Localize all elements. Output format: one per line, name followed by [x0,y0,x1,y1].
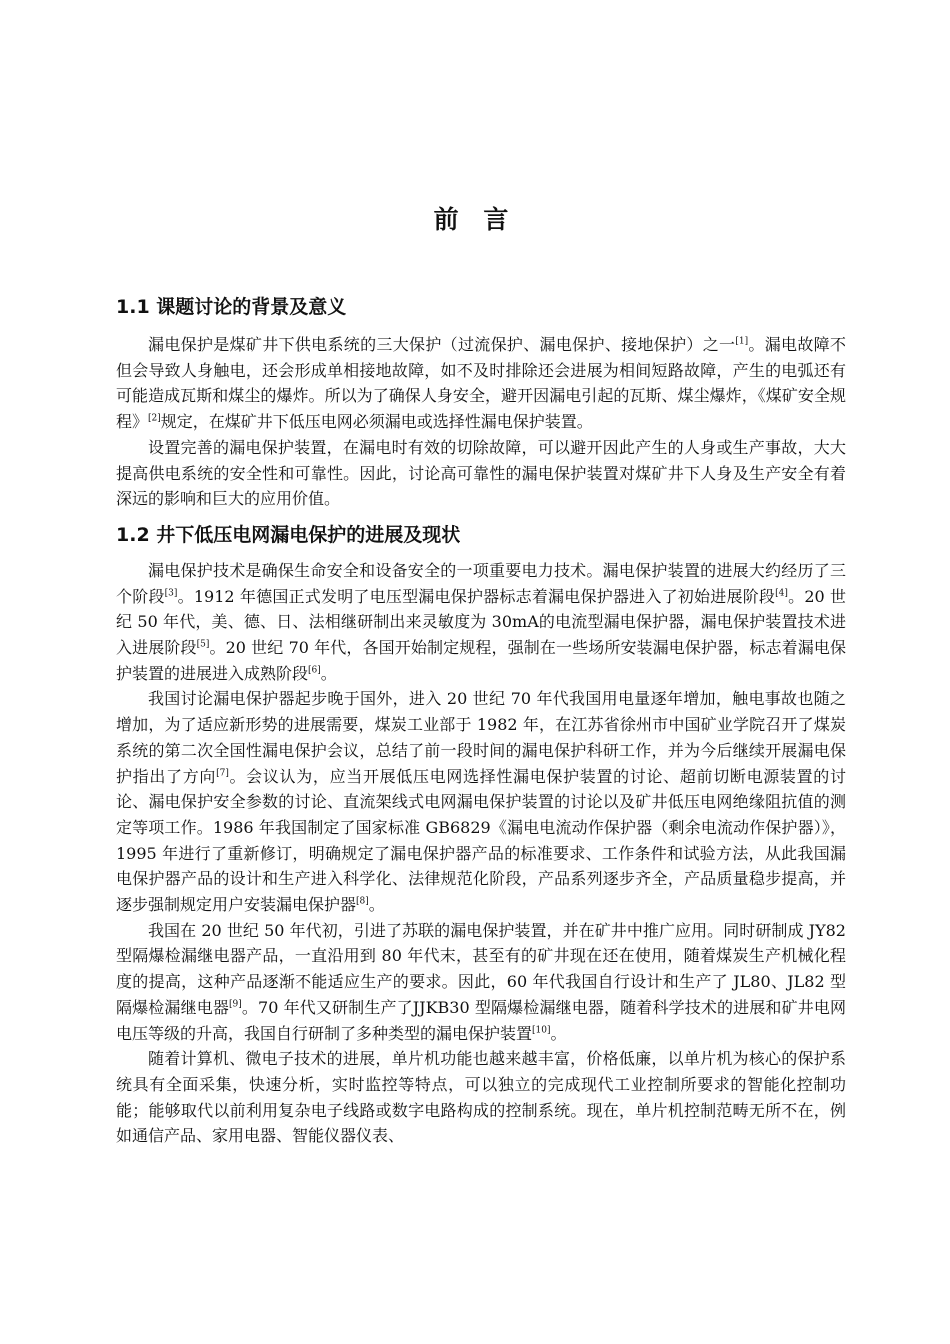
citation-marker: [8] [356,896,369,907]
paragraph: 随着计算机、微电子技术的进展，单片机功能也越来越丰富，价格低廉，以单片机为核心的保护系统具有全面采集，快速分析，实时监控等特点，可以独立的完成现代工业控制所要求的智能化控制功能；能够取代以前利用复杂电子线路或数字电路构成的控制系统。现在，单片机控制范畴无所不在，例如通信产品、家用电器、智能仪器仪表、 [116,1049,846,1146]
citation-marker: [5] [196,639,210,650]
citation-marker: [1] [735,336,749,347]
page-title: 前 言 [433,205,517,234]
citation-marker: [10] [532,1025,551,1036]
citation-marker: [7] [216,768,229,779]
citation-marker: [4] [775,588,788,599]
paragraph: 设置完善的漏电保护装置，在漏电时有效的切除故障，可以避开因此产生的人身或生产事故，大大提高供电系统的安全性和可靠性。因此，讨论高可靠性的漏电保护装置对煤矿井下人身及生产安全有着深远的影响和巨大的应用价值。 [116,437,846,509]
paragraph: 漏电保护是煤矿井下供电系统的三大保护（过流保护、漏电保护、接地保护）之一[1]。漏电故障不但会导致人身触电，还会形成单相接地故障，如不及时排除还会进展为相间短路故障，产生的电弧还有可能造成瓦斯和煤尘的爆炸。所以为了确保人身安全，避开因漏电引起的瓦斯、煤尘爆炸，《煤矿安全规程》[2]规定，在煤矿井下低压电网必须漏电或选择性漏电保护装置。 [116,335,846,432]
citation-marker: [3] [164,588,178,599]
citation-marker: [2] [148,413,161,424]
citation-marker: [6] [308,665,321,676]
paragraph: 我国讨论漏电保护器起步晚于国外，进入 20 世纪 70 年代我国用电量逐年增加，触电事故也随之增加，为了适应新形势的进展需要，煤炭工业部于 1982 年，在江苏省徐州市中国矿业学院召开了煤炭系统的第二次全国性漏电保护会议，总结了前一段时间的漏电保护科研工作，并为今后继续开展漏电保护指出了方向[7]。会议认为，应当开展低压电网选择性漏电保护装置的讨论、超前切断电源装置的讨论、漏电保护安全参数的讨论、直流架线式电网漏电保护装置的讨论以及矿井低压电网绝缘阻抗值的测定等项工作。1986 年我国制定了国家标准 GB6829《漏电电流动作保护器（剩余电流动作保护器）》，1995 年进行了重新修订，明确规定了漏电保护器产品的标准要求、工作条件和试验方法，从此我国漏电保护器产品的设计和生产进入科学化、法律规范化阶段，产品系列逐步齐全，产品质量稳步提高，并逐步强制规定用户安装漏电保护器[8]。 [116,689,846,915]
section-heading-1-1: 1.1 课题讨论的背景及意义 [116,296,347,318]
paragraph: 漏电保护技术是确保生命安全和设备安全的一项重要电力技术。漏电保护装置的进展大约经历了三个阶段[3]。1912 年德国正式发明了电压型漏电保护器标志着漏电保护器进入了初始进展阶段[4]。20 世纪 50 年代，美、德、日、法相继研制出来灵敏度为 30mA的电流型漏电保护器，漏电保护装置技术进入进展阶段[5]。20 世纪 70 年代，各国开始制定规程，强制在一些场所安装漏电保护器，标志着漏电保护装置的进展进入成熟阶段[6]。 [116,560,846,683]
document-body [116,290,846,1149]
section-heading-1-2: 1.2 井下低压电网漏电保护的进展及现状 [116,523,461,546]
citation-marker: [9] [229,999,242,1010]
paragraph: 我国在 20 世纪 50 年代初，引进了苏联的漏电保护装置，并在矿井中推广应用。同时研制成 JY82 型隔爆检漏继电器产品，一直沿用到 80 年代末，甚至有的矿井现在还在使用，随着煤炭生产机械化程度的提高，这种产品逐渐不能适应生产的要求。因此，60 年代我国自行设计和生产了 JL80、JL82 型隔爆检漏继电器[9]。70 年代又研制生产了JJKB30 型隔爆检漏继电器，随着科学技术的进展和矿井电网电压等级的升高，我国自行研制了多种类型的漏电保护装置[10]。 [116,920,846,1043]
